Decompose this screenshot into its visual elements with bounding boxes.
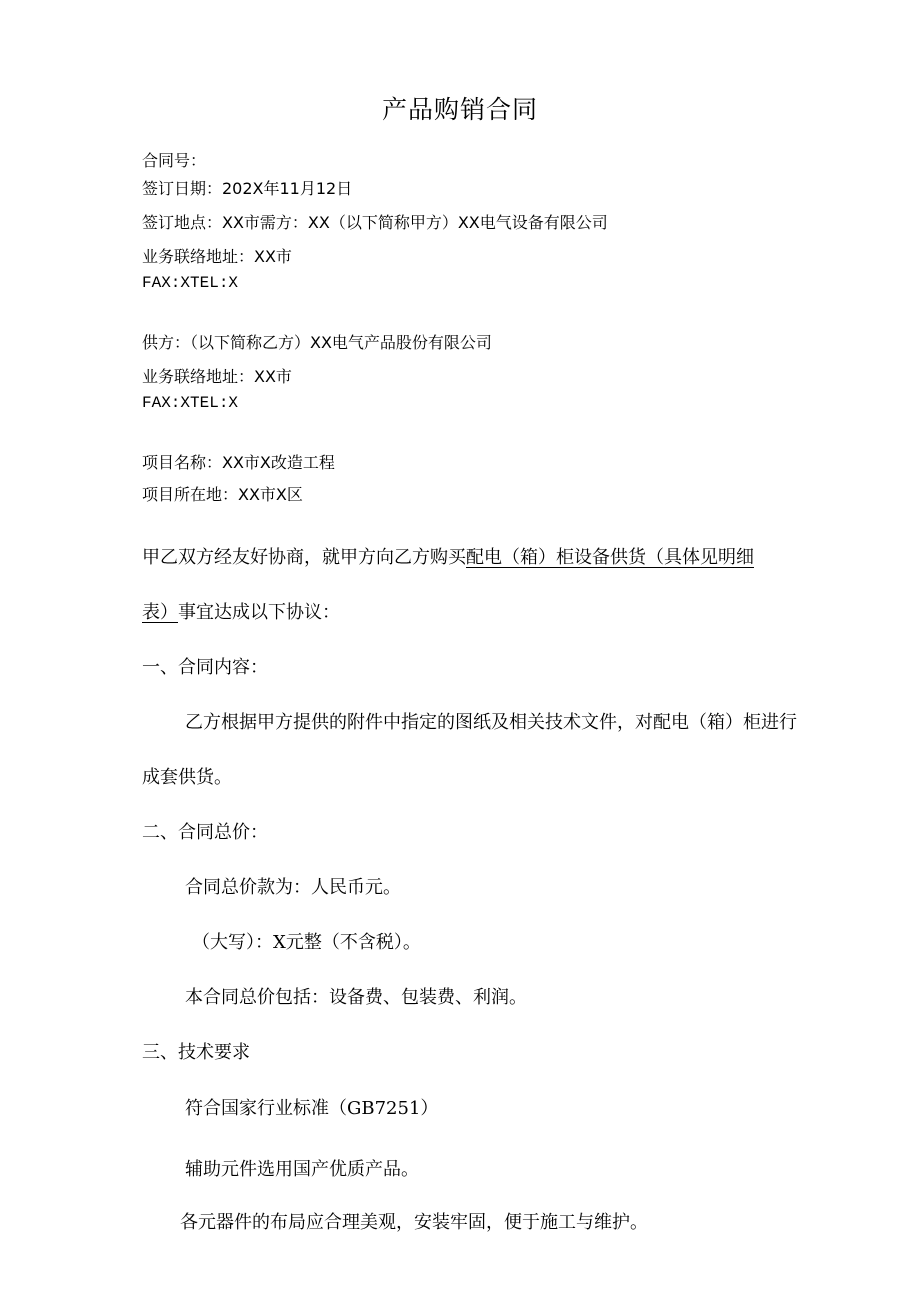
section-1-paragraph-line-2: 成套供货。	[142, 767, 232, 788]
sign-place-buyer: 签订地点：XX市需方：XX（以下简称甲方）XX电气设备有限公司	[142, 213, 608, 232]
section-1-heading: 一、合同内容：	[142, 657, 268, 678]
section-1-paragraph-line-1: 乙方根据甲方提供的附件中指定的图纸及相关技术文件，对配电（箱）柜进行	[185, 712, 797, 733]
project-name: 项目名称：XX市X改造工程	[142, 453, 335, 472]
contract-number: 合同号：	[142, 151, 207, 170]
buyer-address: 业务联络地址：XX市	[142, 247, 292, 266]
section-2-total-price: 合同总价款为：人民币元。	[185, 877, 401, 898]
intro-text: 甲乙双方经友好协商，就甲方向乙方购买	[142, 547, 466, 568]
section-2-heading: 二、合同总价：	[142, 822, 268, 843]
intro-line-1	[142, 545, 862, 571]
document-title: 产品购销合同	[381, 95, 538, 124]
seller: 供方：（以下简称乙方）XX电气产品股份有限公司	[142, 333, 492, 352]
section-3-layout: 各元器件的布局应合理美观，安装牢固，便于施工与维护。	[180, 1212, 648, 1233]
section-3-standard: 符合国家行业标准（GB7251）	[185, 1098, 439, 1119]
section-3-components: 辅助元件选用国产优质产品。	[185, 1159, 419, 1180]
section-3-heading: 三、技术要求	[142, 1042, 250, 1063]
intro-line-2	[142, 600, 862, 626]
buyer-fax-tel: FAX:XTEL:X	[142, 274, 239, 292]
intro-underlined-scope: 配电（箱）柜设备供货（具体见明细	[466, 547, 754, 568]
seller-fax-tel: FAX:XTEL:X	[142, 394, 239, 412]
section-2-price-includes: 本合同总价包括：设备费、包装费、利润。	[185, 987, 527, 1008]
intro-underlined-scope-end: 表）	[142, 602, 178, 623]
sign-date: 签订日期：202X年11月12日	[142, 179, 353, 198]
intro-text-end: 事宜达成以下协议：	[178, 602, 340, 623]
seller-address: 业务联络地址：XX市	[142, 367, 292, 386]
section-2-price-in-words: （大写）：X元整（不含税）。	[192, 932, 421, 953]
project-location: 项目所在地：XX市X区	[142, 485, 303, 504]
